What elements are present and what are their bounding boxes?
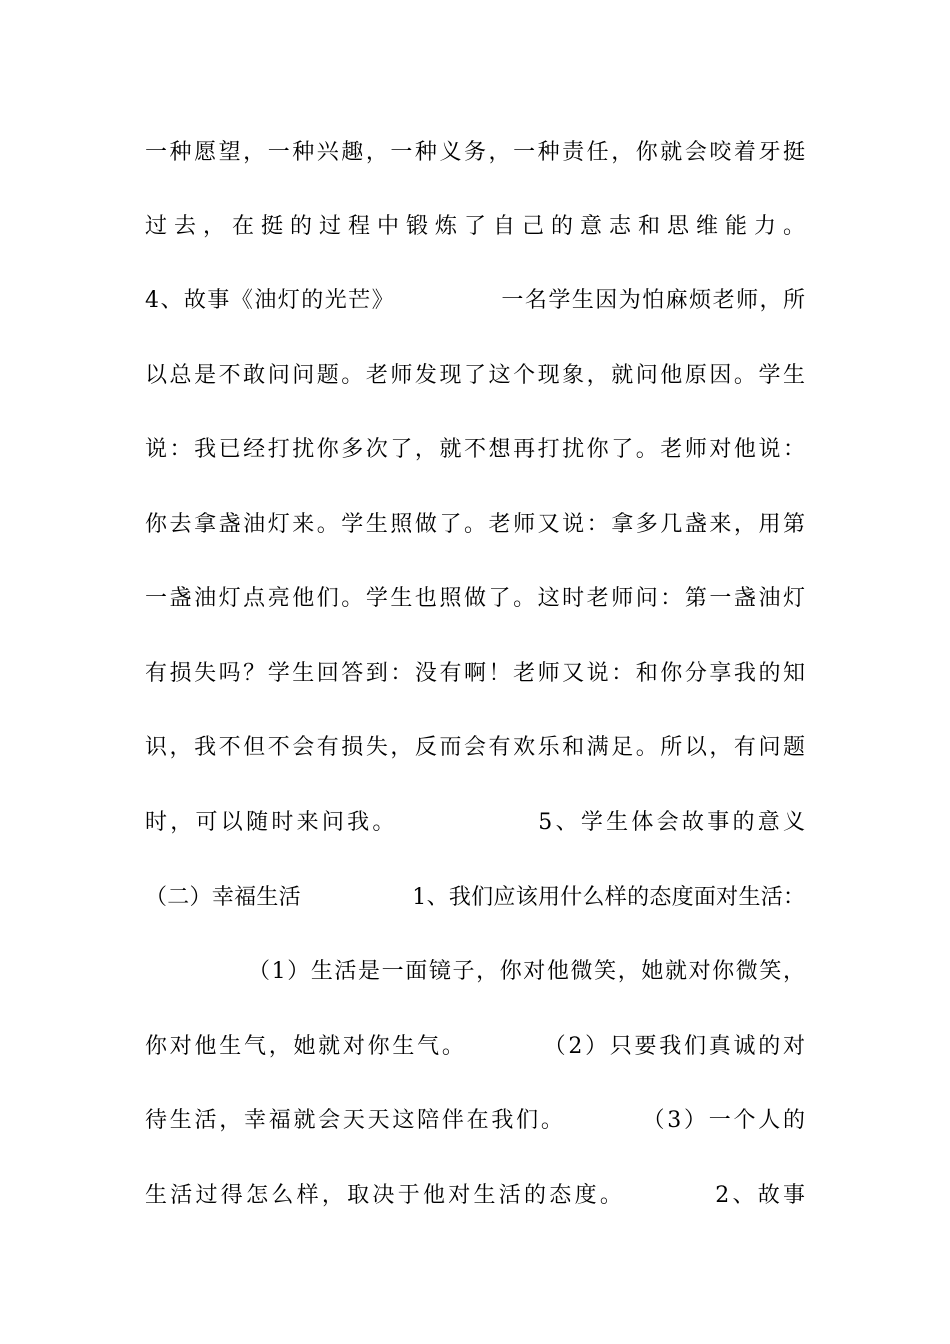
text-line-13: 你对他生气，她就对你生气。 （2）只要我们真诚的对 — [145, 1034, 805, 1059]
text-line-7: 一盏油灯点亮他们。学生也照做了。这时老师问：第一盏油灯 — [145, 586, 805, 611]
section-heading-line: （二）幸福生活 1、我们应该用什么样的态度面对生活： — [145, 885, 805, 910]
text-line-8: 有损失吗？学生回答到：没有啊！老师又说：和你分享我的知 — [145, 661, 805, 686]
text-line-9: 识，我不但不会有损失，反而会有欢乐和满足。所以，有问题 — [145, 735, 805, 760]
text-line-6: 你去拿盏油灯来。学生照做了。老师又说：拿多几盏来，用第 — [145, 512, 805, 537]
text-line-12: （1）生活是一面镜子，你对他微笑，她就对你微笑， — [248, 959, 805, 984]
text-line-5: 说：我已经打扰你多次了，就不想再打扰你了。老师对他说： — [145, 437, 805, 462]
text-line-14: 待生活，幸福就会天天这陪伴在我们。 （3）一个人的 — [145, 1108, 805, 1133]
text-line-4: 以总是不敢问问题。老师发现了这个现象，就问他原因。学生 — [145, 363, 805, 388]
text-line-15: 生活过得怎么样，取决于他对生活的态度。 2、故事 — [145, 1183, 805, 1208]
text-line-1: 一种愿望，一种兴趣，一种义务，一种责任，你就会咬着牙挺 — [145, 140, 805, 165]
text-line-3: 4、故事《油灯的光芒》 一名学生因为怕麻烦老师，所 — [145, 288, 805, 313]
text-line-2: 过去，在挺的过程中锻炼了自己的意志和思维能力。 — [145, 214, 805, 239]
text-line-10: 时，可以随时来问我。 5、学生体会故事的意义 — [145, 810, 805, 835]
